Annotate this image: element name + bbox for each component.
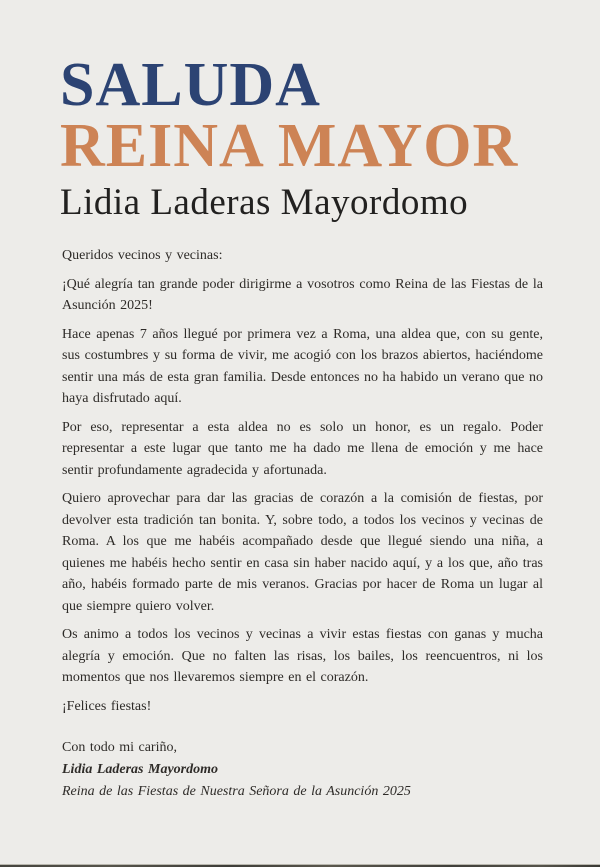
closing-signature-name: Lidia Laderas Mayordomo — [62, 762, 218, 777]
closing-salutation: Con todo mi cariño, — [62, 740, 177, 755]
letter-paragraph-felices-fiestas: ¡Felices fiestas! — [62, 698, 152, 714]
letter-closing — [62, 737, 543, 803]
letter-paragraph: Por eso, representar a esta aldea no es solo un honor, es un regalo. Poder representar a este lugar que tanto me ha dado me llena de emoción y me hace sentir profundamente agradecida y afortunada. — [62, 419, 543, 478]
letter-paragraph: Quiero aprovechar para dar las gracias de corazón a la comisión de fiestas, por devolver esta tradición tan bonita. Y, sobre todo, a todos los vecinos y vecinas de Roma. A los que me habéis acompañado desde que llegué siendo una niña, a quienes me habéis hecho sentir en casa sin haber nacido aquí, y a los que, año tras año, habéis formado parte de mis veranos. Gracias por hacer de Roma un lugar al que siempre quiero volver. — [62, 491, 543, 614]
queen-name-subtitle: Lidia Laderas Mayordomo — [60, 182, 469, 223]
page-title-reina-mayor: REINA MAYOR — [60, 112, 519, 180]
letter-body — [0, 245, 600, 803]
letter-paragraph: ¡Qué alegría tan grande poder dirigirme a vosotros como Reina de las Fiestas de la Asunción 2025! — [62, 276, 543, 313]
letter-paragraph-greeting: Queridos vecinos y vecinas: — [62, 248, 223, 263]
letter-paragraph: Os animo a todos los vecinos y vecinas a vivir estas fiestas con ganas y mucha alegría y emoción. Que no falten las risas, los bailes, los reencuentros, ni los momentos que nos llevaremos siempre en el corazón. — [62, 627, 543, 685]
letter-paragraph: Hace apenas 7 años llegué por primera vez a Roma, una aldea que, con su gente, sus costumbres y su forma de vivir, me acogió con los brazos abiertos, haciéndome sentir una más de esta gran familia. Desde entonces no ha habido un verano que no haya disfrutado aquí. — [62, 326, 543, 406]
header — [0, 0, 600, 224]
page-title-saluda: SALUDA — [60, 51, 321, 119]
closing-signature-role: Reina de las Fiestas de Nuestra Señora de la Asunción 2025 — [62, 784, 411, 799]
